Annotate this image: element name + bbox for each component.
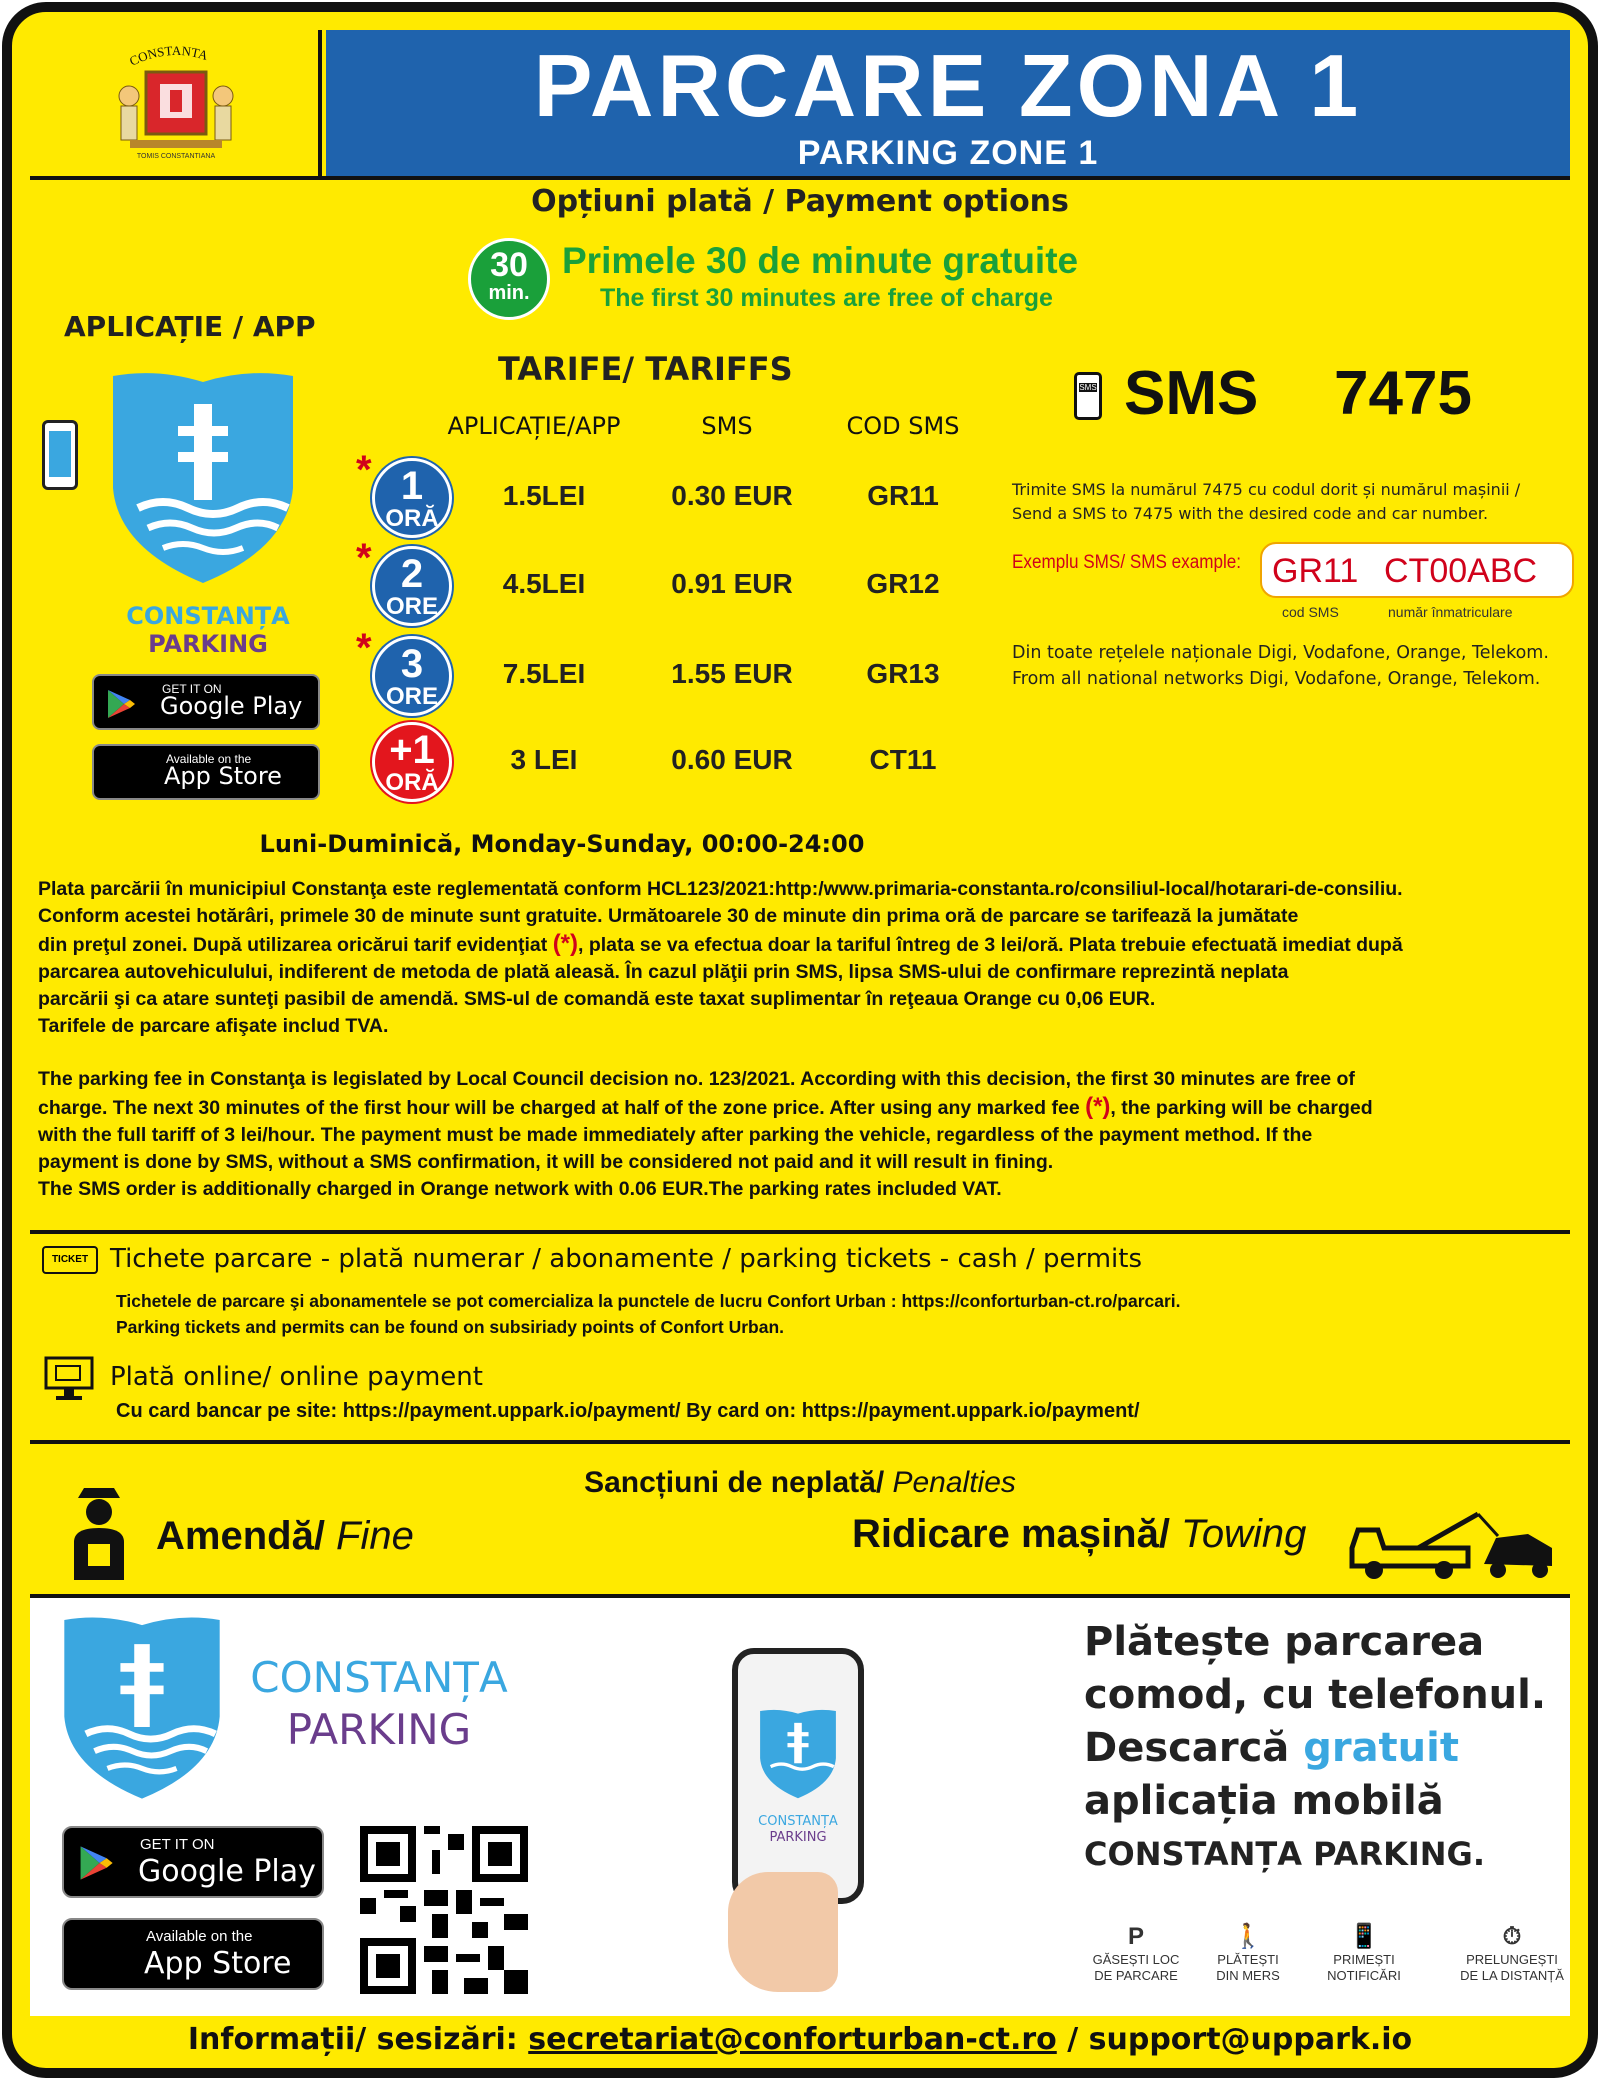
sms-instructions: Trimite SMS la numărul 7475 cu codul dorit și numărul mașinii / Send a SMS to 7475 with the desired code and car number. [1012, 480, 1521, 523]
sms-networks: Din toate rețelele naționale Digi, Vodafone, Orange, Telekom. From all national networks Digi, Vodafone, Orange, Telekom. [1012, 643, 1549, 689]
promo-google-play-button[interactable]: GET IT ON Google Play [62, 1826, 324, 1898]
price-app: 1.5LEI [502, 480, 586, 511]
tariff-star: * [356, 536, 372, 580]
tariffs-title: TARIFE/ TARIFFS [498, 350, 793, 388]
tariff-star: * [356, 626, 372, 670]
sms-example-bubble: GR11 CT00ABC [1260, 542, 1574, 598]
schedule: Luni-Duminică, Monday-Sunday, 00:00-24:00 [259, 830, 865, 858]
price-app: 7.5LEI [502, 658, 586, 689]
sms-code-caption: cod SMS [1282, 604, 1339, 620]
app-shield-logo [108, 368, 298, 593]
google-play-button[interactable]: GET IT ON Google Play [92, 674, 320, 730]
price-sms: 0.30 EUR [671, 480, 793, 511]
promo-phone: CONSTANȚA PARKING [732, 1648, 864, 1904]
app-brand: CONSTANȚA PARKING [126, 602, 290, 658]
online-info: Cu card bancar pe site: https://payment.uppark.io/payment/ By card on: https://payment.uppark.io/payment/ [116, 1400, 1140, 1422]
sms-code: GR11 [867, 480, 939, 511]
promo-text: Plătește parcarea comod, cu telefonul. Descarcă gratuit aplicația mobilă CONSTANȚA PARKING. [1084, 1619, 1547, 1873]
sms-example-label: Exemplu SMS/ SMS example: [1012, 552, 1242, 573]
free-title: Primele 30 de minute gratuite [562, 240, 1079, 281]
promo-google-play-icon [78, 1844, 114, 1882]
contact-line: Informații/ sesizări: secretariat@conforturban-ct.ro / support@uppark.io [187, 2022, 1413, 2057]
col-code: COD SMS [846, 412, 960, 440]
price-app: 3 LEI [510, 744, 578, 775]
parking-sign [2, 2, 1598, 2078]
sms-phone-icon: SMS [1074, 372, 1102, 420]
payment-options-title: Opțiuni plată / Payment options [531, 184, 1069, 219]
tariff-star: * [356, 448, 372, 492]
sms-number: 7475 [1334, 359, 1472, 428]
tickets-info: Tichetele de parcare şi abonamentele se pot comercializa la punctele de lucru Confort Urban : https://conforturban-ct.ro/parcari. Parking tickets and permits can be found on subsiriady points of Confort Urban. [116, 1291, 1181, 1337]
promo-brand: CONSTANȚA PARKING [250, 1653, 508, 1754]
hours-badge: +1 ORĂ [372, 722, 452, 802]
email-support-link[interactable]: support@uppark.io [1088, 2022, 1413, 2057]
price-app: 4.5LEI [502, 568, 586, 599]
sms-plate-caption: număr înmatriculare [1388, 604, 1513, 620]
feature-icon: 🚶 [1233, 1923, 1263, 1950]
officer-icon [70, 1484, 128, 1585]
col-sms: SMS [701, 412, 753, 440]
sms-code: GR13 [866, 658, 940, 689]
tickets-title: Tichete parcare - plată numerar / abonamente / parking tickets - cash / permits [110, 1244, 1143, 1274]
header-banner [326, 30, 1570, 176]
app-store-button[interactable]: Available on the App Store [92, 744, 320, 800]
svg-text:TOMIS CONSTANTIANA: TOMIS CONSTANTIANA [136, 153, 216, 160]
promo-app-store-button[interactable]: Available on the App Store [62, 1918, 324, 1990]
penalties-title: Sancțiuni de neplată/ Penalties [584, 1466, 1016, 1499]
feature-item: 🚶 PLĂTEȘTI DIN MERS [1188, 1922, 1308, 1984]
towing-label: Ridicare mașină/ Towing [852, 1512, 1307, 1556]
feature-item: 📱 PRIMEȘTI NOTIFICĂRI [1304, 1922, 1424, 1984]
hours-badge: 1 ORĂ [372, 458, 452, 538]
computer-card-icon [44, 1356, 94, 1407]
free-30-badge: 30 min. [468, 238, 550, 320]
price-sms: 0.91 EUR [671, 568, 793, 599]
email-secretariat-link[interactable]: secretariat@conforturban-ct.ro [528, 2022, 1057, 2057]
promo-shield-logo [60, 1608, 224, 1813]
feature-item: ⏱ PRELUNGEȘTI DE LA DISTANȚĂ [1452, 1922, 1572, 1984]
feature-icon: ⏱ [1502, 1923, 1522, 1950]
city-crest [30, 30, 322, 176]
google-play-icon [106, 688, 136, 720]
feature-item: P GĂSEȘTI LOC DE PARCARE [1076, 1922, 1196, 1984]
legal-text-en: The parking fee in Constanţa is legislated by Local Council decision no. 123/2021. According with this decision, the first 30 minutes are free of charge. The next 30 minutes of the first hour will be charged at half of the zone price. After using any marked fee (*), the parking will be charged with the full tariff of 3 lei/hour. The payment must be made immediately after parking the vehicle, regardless of the payment method. If the payment is done by SMS, without a SMS confirmation, it will be considered not paid and it will result in fining. The SMS order is additionally charged in Orange network with 0.06 EUR.The parking rates included VAT. [38, 1068, 1373, 1200]
tow-truck-icon [1348, 1508, 1558, 1589]
qr-code[interactable] [360, 1826, 528, 1999]
app-heading: APLICAȚIE / APP [64, 310, 316, 343]
price-sms: 0.60 EUR [671, 744, 793, 775]
legal-text-ro: Plata parcării în municipiul Constanţa este reglementată conform HCL123/2021:http:/www.primaria-constanta.ro/consiliul-local/hotarari-de-consiliu. Conform acestei hotărâri, primele 30 de minute sunt gratuite. Următoarele 30 de minute din prima oră de parcare se tarifează la jumătate din preţul zonei. După utilizarea oricărui tarif evidenţiat (*), plata se va efectua doar la tariful întreg de 3 lei/oră. Plata trebuie efectuată imediat după parcarea autovehiculului, indiferent de metoda de plată aleasă. În cazul plăţii prin SMS, lipsa SMS-ului de confirmare reprezintă neplata parcării şi ca atare sunteţi pasibil de amendă. SMS-ul de comandă este taxat suplimentar în reţeaua Orange cu 0,06 EUR. Tarifele de parcare afişate includ TVA. [38, 878, 1403, 1037]
hand [728, 1872, 838, 1992]
hours-badge: 3 ORE [372, 636, 452, 716]
ticket-icon: TICKET [42, 1246, 98, 1274]
col-app: APLICAȚIE/APP [447, 412, 621, 440]
sms-code: CT11 [869, 744, 937, 775]
free-subtitle: The first 30 minutes are free of charge [600, 284, 1053, 312]
price-sms: 1.55 EUR [671, 658, 793, 689]
sms-code: GR12 [866, 568, 940, 599]
feature-icon: 📱 [1349, 1923, 1379, 1950]
svg-text:CONSTANTA: CONSTANTA [127, 42, 210, 69]
phone-icon [42, 420, 78, 490]
page-title: PARCARE ZONA 1 [533, 36, 1363, 135]
page-subtitle: PARKING ZONE 1 [797, 134, 1099, 172]
online-title: Plată online/ online payment [110, 1362, 483, 1392]
hours-badge: 2 ORE [372, 546, 452, 626]
sms-label: SMS [1124, 359, 1259, 428]
fine-label: Amendă/ Fine [156, 1514, 414, 1558]
feature-icon: P [1127, 1923, 1144, 1950]
